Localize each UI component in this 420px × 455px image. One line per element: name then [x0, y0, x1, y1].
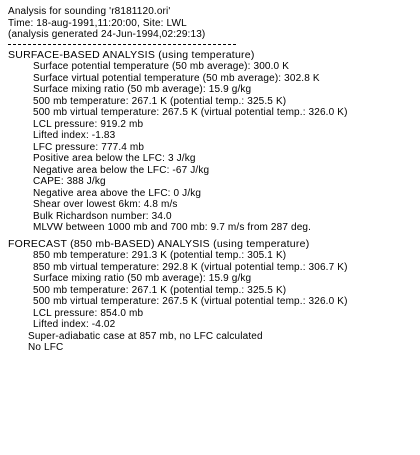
surface-section-title: SURFACE-BASED ANALYSIS (using temperature)	[8, 48, 255, 61]
surface-section-body	[8, 61, 412, 234]
header-generated-line: (analysis generated 24-Jun-1994,02:29:13)	[8, 29, 206, 40]
surface-line: 500 mb virtual temperature: 267.5 K (virtual potential temp.: 326.0 K)	[33, 107, 348, 118]
surface-line: Surface potential temperature (50 mb average): 300.0 K	[33, 61, 290, 72]
surface-line: LFC pressure: 777.4 mb	[33, 141, 145, 153]
surface-line: Lifted index: -1.83	[33, 130, 116, 141]
surface-line: CAPE: 388 J/kg	[33, 176, 106, 187]
surface-line: Surface mixing ratio (50 mb average): 15.9 g/kg	[33, 84, 252, 95]
header-file-line: Analysis for sounding 'r8181120.ori'	[8, 6, 171, 17]
forecast-line: 500 mb temperature: 267.1 K (potential temp.: 325.5 K)	[33, 284, 287, 296]
forecast-section-title: FORECAST (850 mb-BASED) ANALYSIS (using temperature)	[8, 237, 310, 250]
surface-line: 500 mb temperature: 267.1 K (potential temp.: 325.5 K)	[33, 95, 287, 107]
forecast-section-body	[8, 250, 412, 354]
surface-line: MLVW between 1000 mb and 700 mb: 9.7 m/s from 287 deg.	[33, 222, 312, 233]
forecast-line: 850 mb virtual temperature: 292.8 K (virtual potential temp.: 306.7 K)	[33, 261, 348, 273]
surface-line: Bulk Richardson number: 34.0	[33, 210, 172, 222]
forecast-note: Super-adiabatic case at 857 mb, no LFC calculated	[28, 330, 263, 342]
forecast-line: 850 mb temperature: 291.3 K (potential temp.: 305.1 K)	[33, 250, 287, 261]
forecast-line: Surface mixing ratio (50 mb average): 15.9 g/kg	[33, 273, 252, 284]
header-divider	[8, 44, 236, 46]
surface-line: Surface virtual potential temperature (50 mb average): 302.8 K	[33, 72, 320, 84]
sounding-analysis-document	[8, 6, 412, 354]
forecast-line: Lifted index: -4.02	[33, 319, 116, 330]
surface-line: Shear over lowest 6km: 4.8 m/s	[33, 199, 178, 210]
surface-line: LCL pressure: 919.2 mb	[33, 118, 144, 130]
forecast-line: LCL pressure: 854.0 mb	[33, 307, 144, 319]
surface-line: Positive area below the LFC: 3 J/kg	[33, 153, 196, 164]
forecast-line: 500 mb virtual temperature: 267.5 K (virtual potential temp.: 326.0 K)	[33, 296, 348, 307]
surface-line: Negative area above the LFC: 0 J/kg	[33, 187, 202, 199]
forecast-note: No LFC	[28, 342, 64, 353]
surface-line: Negative area below the LFC: -67 J/kg	[33, 164, 210, 176]
header-time-site-line: Time: 18-aug-1991,11:20:00, Site: LWL	[8, 17, 187, 29]
